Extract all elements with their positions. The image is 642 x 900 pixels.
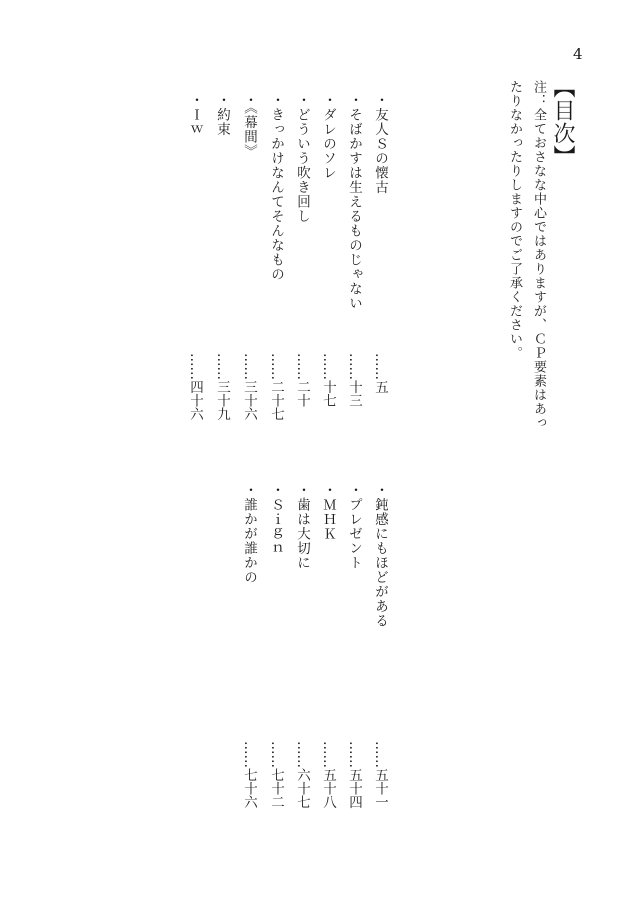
toc-entry-page: ……十三 (346, 353, 362, 407)
toc-entry-title: ・Ｉｗ (187, 93, 203, 137)
toc-entry-page: ……五十一 (372, 741, 388, 809)
toc-entry-page: ……五 (372, 353, 388, 394)
toc-entry-title: ・歯は大切に (294, 483, 310, 570)
toc-entry-title: ・きっかけなんてそんなもの (268, 93, 284, 282)
page-number: 4 (573, 45, 583, 63)
toc-entry-page: ……十七 (320, 353, 336, 407)
toc-entry-title: ・約束 (214, 93, 230, 137)
toc-entry-page: ……四十六 (187, 353, 203, 421)
toc-entry-page: ……三十六 (241, 353, 257, 421)
toc-entry-page: ……二十七 (268, 353, 284, 421)
toc-entry-title: ・鈍感にもほどがある (372, 483, 388, 628)
toc-entry-title: ・そばかすは生えるものじゃない (346, 93, 362, 311)
toc-entry-title: ・Ｓｉｇｎ (268, 483, 284, 556)
toc-entry-page: ……三十九 (214, 353, 230, 421)
toc-entry-page: ……七十六 (241, 741, 257, 809)
toc-upper-section (0, 93, 642, 453)
toc-entry-title: ・友人Ｓの懐古 (372, 93, 388, 195)
toc-entry-page: ……七十二 (268, 741, 284, 809)
toc-entry-title: ・《幕間》 (241, 93, 257, 159)
toc-note: 注：全ておさなな中心ではありますが、ＣＰ要素はあったりなかったりしますのでご了承ください。 (507, 80, 546, 430)
toc-entry-page: ……六十七 (294, 741, 310, 809)
toc-entry-title: ・ダレのソレ (320, 93, 336, 180)
toc-entry-page: ……五十八 (320, 741, 336, 809)
toc-lower-section (0, 483, 642, 843)
toc-entry-title: ・どういう吹き回し (294, 93, 310, 224)
toc-entry-page: ……二十 (294, 353, 310, 407)
toc-heading: 【目次】 (550, 76, 575, 168)
toc-entry-title: ・プレゼント (346, 483, 362, 570)
toc-entry-page: ……五十四 (346, 741, 362, 809)
toc-entry-title: ・誰かが誰かの (241, 483, 257, 585)
toc-entry-title: ・ＭＨＫ (320, 483, 336, 541)
